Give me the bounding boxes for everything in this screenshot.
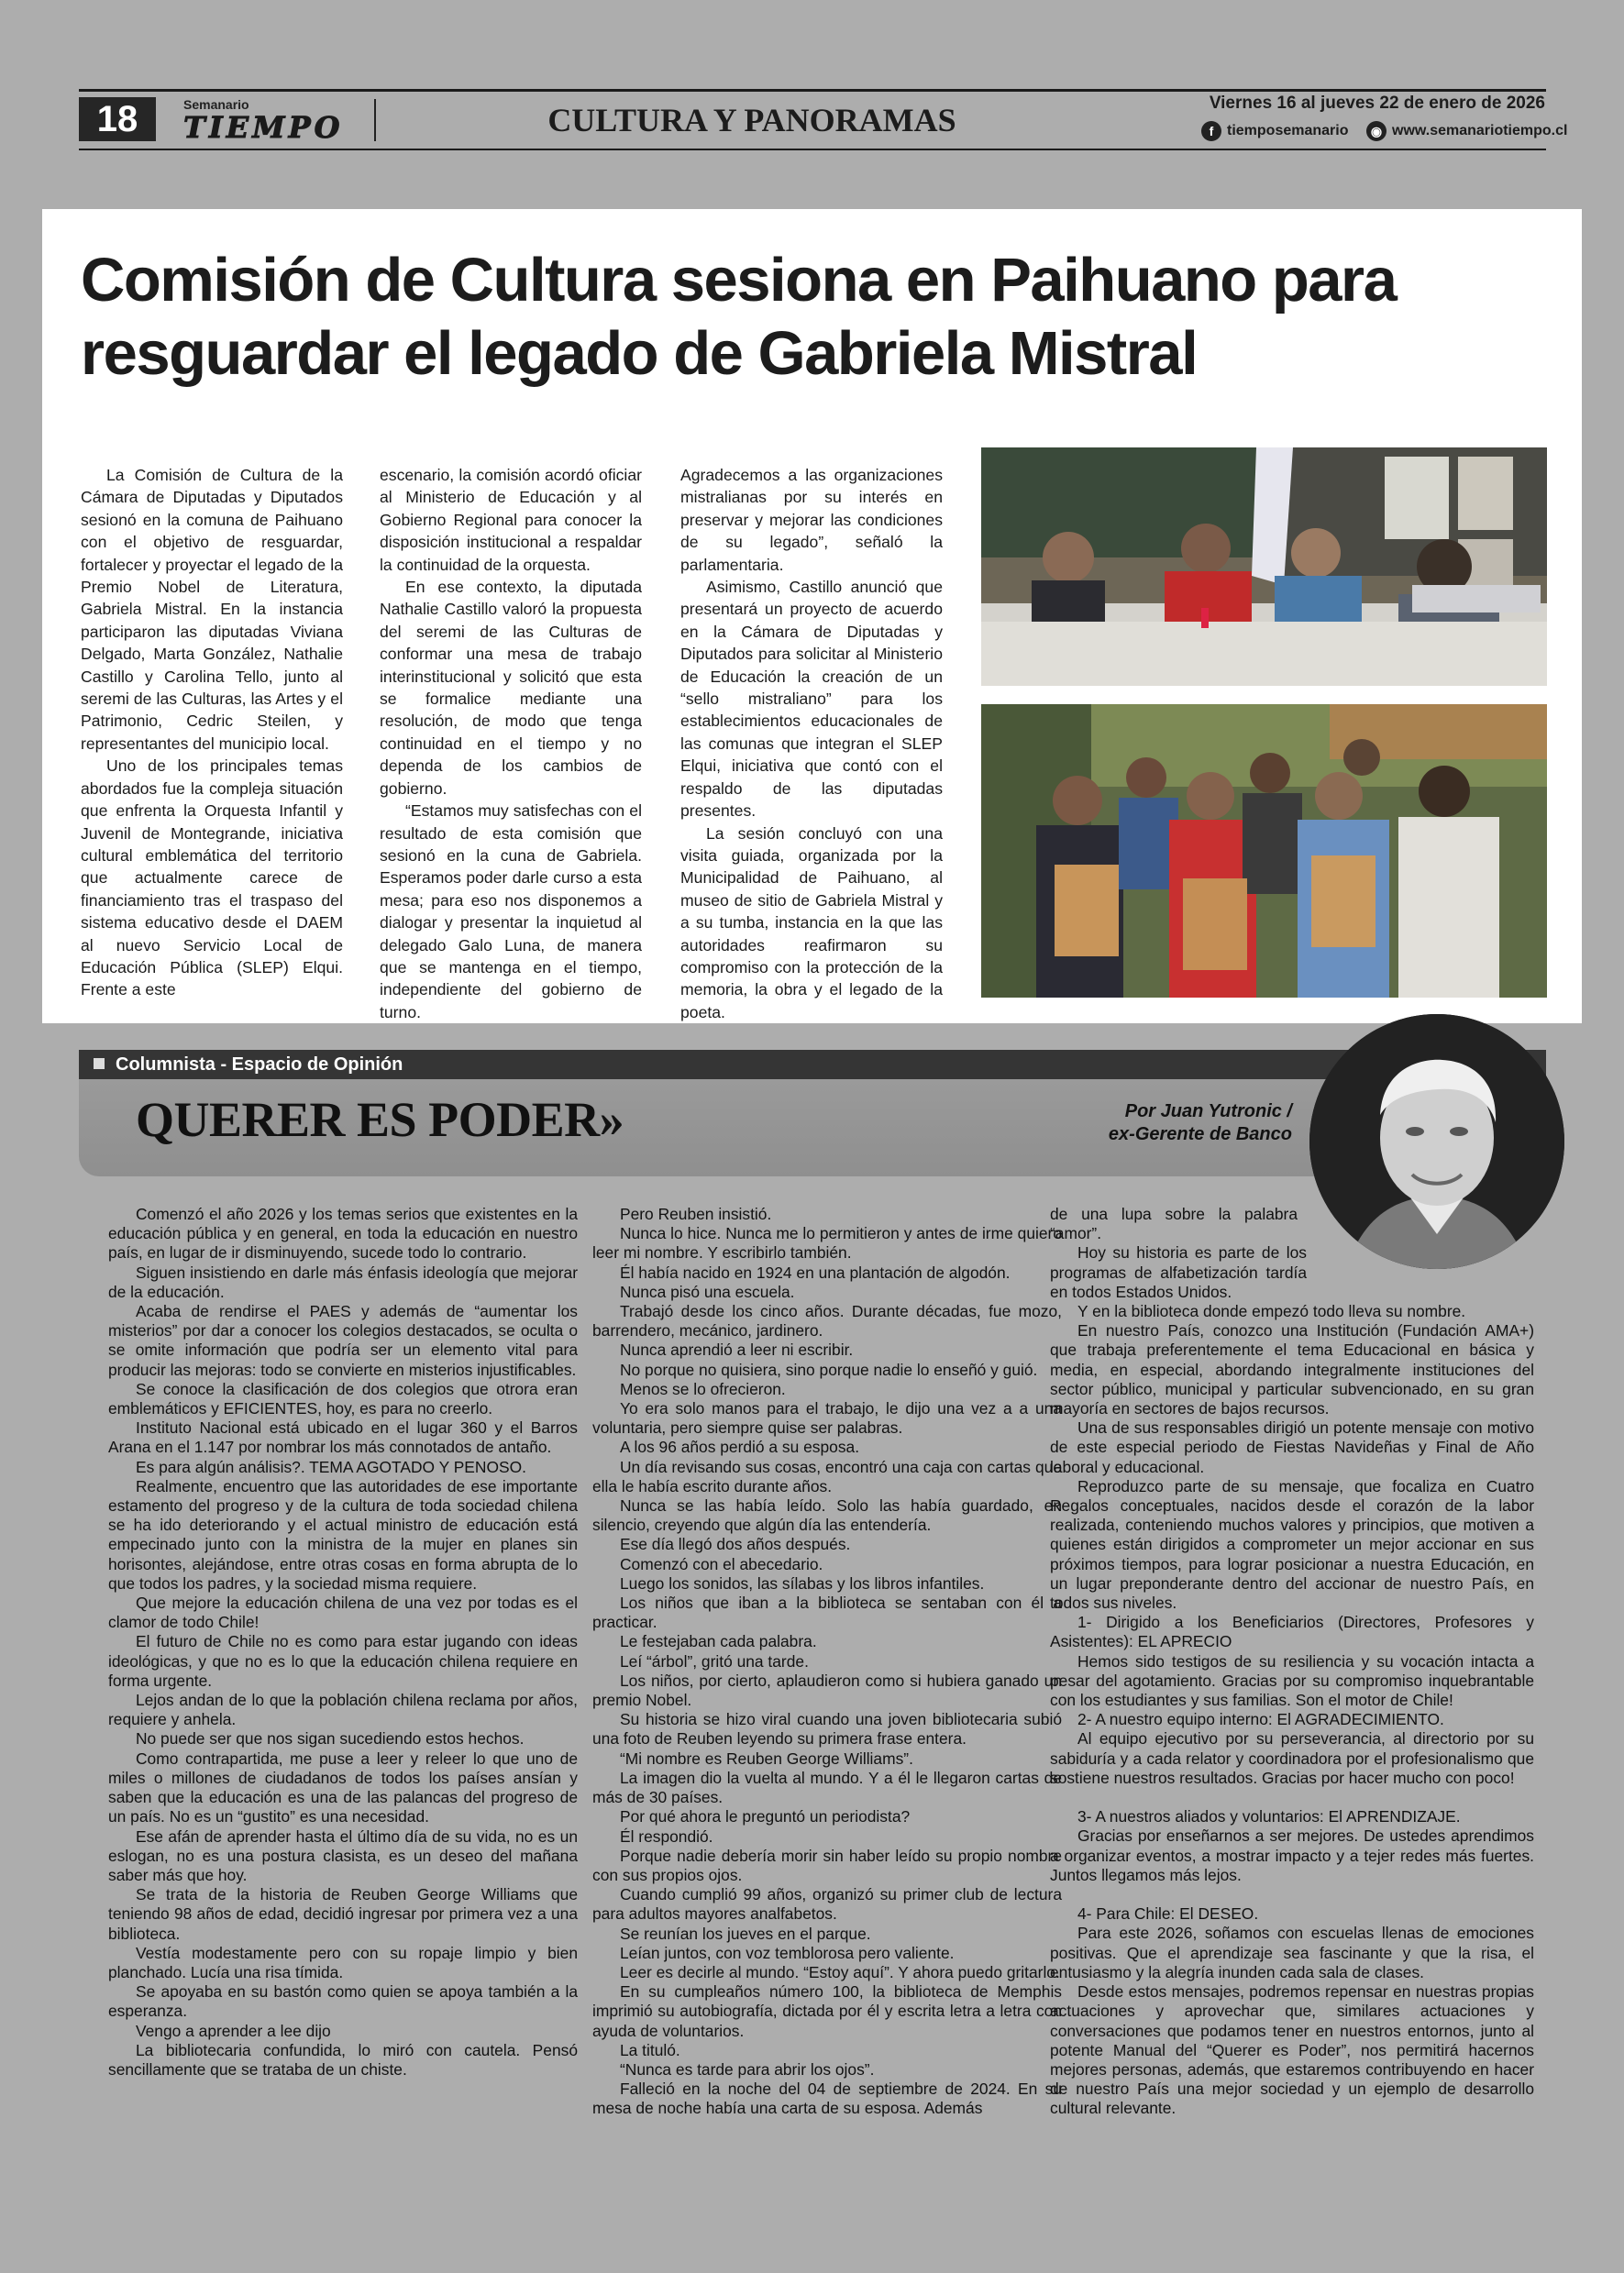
- opinion-paragraph: Acaba de rendirse el PAES y además de “aumentar los misterios” por dar a conocer los colegios destacados, se oculta o se omite información que podría ser un elemento vital para producir las mejoras: todo se convierte en misterios injustificables.: [108, 1302, 578, 1379]
- opinion-paragraph: No puede ser que nos sigan sucediendo estos hechos.: [136, 1729, 525, 1749]
- byline-author: Por Juan Yutronic /: [1124, 1101, 1292, 1121]
- opinion-paragraph: Leer es decirle al mundo. “Estoy aquí”. Y ahora puedo gritarlo.: [620, 1962, 1060, 1981]
- opinion-paragraph: Falleció en la noche del 04 de septiembre de 2024. En su mesa de noche había una carta de su esposa. Además: [592, 2080, 1062, 2118]
- opinion-paragraph: Los niños, por cierto, aplaudieron como si hubiera ganado un premio Nobel.: [592, 1671, 1062, 1710]
- opinion-paragraph: Que mejore la educación chilena de una vez por todas es el clamor de todo Chile!: [108, 1594, 578, 1632]
- opinion-paragraph: Lejos andan de lo que la población chilena reclama por años, requiere y anhela.: [108, 1691, 578, 1729]
- opinion-paragraph: Nunca lo hice. Nunca me lo permitieron y antes de irme quiero leer mi nombre. Y escribirlo también.: [592, 1224, 1062, 1263]
- article-headline: Comisión de Cultura sesiona en Paihuano para resguardar el legado de Gabriela Mistral: [81, 246, 1397, 388]
- website-label: www.semanariotiempo.cl: [1392, 123, 1568, 138]
- paragraph-spacer: [1050, 1885, 1534, 1904]
- section-title: CULTURA Y PANORAMAS: [547, 102, 956, 138]
- feature-article: [42, 209, 1582, 1023]
- article-paragraph: En ese contexto, la diputada Nathalie Castillo valoró la propuesta del seremi de las Culturas de conformar una mesa de trabajo interinstitucional y solicitó que esta se formalice mediante una resolución, de modo que tenga continuidad en el tiempo y no dependa de los cambios de gobierno.: [380, 578, 642, 798]
- opinion-paragraph: Luego los sonidos, las sílabas y los libros infantiles.: [620, 1573, 985, 1593]
- opinion-paragraph: Instituto Nacional está ubicado en el lugar 360 y el Barros Arana en el 1.147 por nombrar los más connotados de antaño.: [108, 1418, 578, 1457]
- opinion-paragraph: Vengo a aprender a lee dijo: [136, 2021, 331, 2040]
- facebook-handle: [1201, 121, 1348, 141]
- column-section-label: Columnista - Espacio de Opinión: [116, 1054, 403, 1075]
- article-paragraph: La Comisión de Cultura de la Cámara de Diputadas y Diputados sesionó en la comuna de Paihuano con el objetivo de resguardar, fortalecer y proyectar el legado de la Premio Nobel de Literatura, Gabriela Mistral. En la instancia participaron las diputadas Viviana Delgado, Marta González, Nathalie Castillo y Carolina Tello, junto al seremi de las Culturas, las Artes y el Patrimonio, Cedric Steilen, y representantes del municipio local.: [81, 466, 343, 753]
- opinion-paragraph: Él respondió.: [620, 1826, 713, 1846]
- opinion-paragraph: Nunca aprendió a leer ni escribir.: [620, 1341, 854, 1360]
- opinion-paragraph: Siguen insistiendo en darle más énfasis ideología que mejorar de la educación.: [108, 1263, 578, 1301]
- opinion-column-1: [108, 1205, 578, 2080]
- opinion-paragraph: En nuestro País, conozco una Institución (Fundación AMA+) que trabaja preferentemente el tema Educacional en básica y media, en especial, abordando integralmente instituciones del sector público, municipal y particular subvencionado, en su gran mayoría en sectores de bajos recursos.: [1050, 1321, 1534, 1418]
- paragraph-spacer: [1050, 1788, 1534, 1807]
- website-link: [1366, 121, 1567, 141]
- opinion-paragraph: Vestía modestamente pero con su ropaje limpio y bien planchado. Lucía una risa tímida.: [108, 1943, 578, 1981]
- header-rule-bottom: [79, 149, 1546, 150]
- opinion-paragraph: La tituló.: [620, 2040, 680, 2059]
- opinion-paragraph: Se reunían los jueves en el parque.: [620, 1924, 871, 1943]
- square-bullet-icon: [94, 1058, 105, 1069]
- article-paragraph: Asimismo, Castillo anunció que presentará un proyecto de acuerdo en la Cámara de Diputadas y Diputados para solicitar al Ministerio de Educación la creación de un “sello mistraliano” para los establecimientos educacionales de las comunas que integran el SLEP Elqui, iniciativa que contó con el respaldo de las diputadas presentes.: [680, 578, 943, 821]
- opinion-paragraph: 2- A nuestro equipo interno: El AGRADECIMIENTO.: [1077, 1710, 1444, 1729]
- opinion-paragraph: Le festejaban cada palabra.: [620, 1632, 817, 1651]
- article-paragraph: La sesión concluyó con una visita guiada, organizada por la Municipalidad de Paihuano, al museo de sitio de Gabriela Mistral y a su tumba, instancia en la que las autoridades reafirmaron su compromiso con la protección de la memoria, la obra y el legado de la poeta.: [680, 823, 943, 1021]
- opinion-paragraph: Y en la biblioteca donde empezó todo lleva su nombre.: [1077, 1302, 1466, 1321]
- header-divider: [374, 99, 376, 141]
- article-column-3: [680, 464, 943, 1023]
- opinion-paragraph: Por qué ahora le preguntó un periodista?: [620, 1807, 911, 1826]
- opinion-paragraph: Hemos sido testigos de su resiliencia y su vocación intacta a pesar del agotamiento. Gracias por su compromiso inquebrantable con los estudiantes y sus familias. Son el motor de Chile!: [1050, 1651, 1534, 1710]
- facebook-label: tiemposemanario: [1227, 123, 1349, 138]
- logo-subtitle: Semanario: [183, 97, 249, 112]
- opinion-paragraph: “Nunca es tarde para abrir los ojos”.: [620, 2059, 875, 2079]
- article-paragraph: “Estamos muy satisfechas con el resultado de esta comisión que sesionó en la cuna de Gabriela. Esperamos poder darle curso a esta mesa; para eso nos disponemos a dialogar y presentar la inquietud al delegado Galo Luna, de manera que se mantenga en el tiempo, independiente del gobierno de turno.: [380, 801, 642, 1021]
- opinion-paragraph: Hoy su historia es parte de los programas de alfabetización tardía en todos Estados Unidos.: [1050, 1243, 1307, 1301]
- article-paragraph: Uno de los principales temas abordados fue la compleja situación que enfrenta la Orquesta Infantil y Juvenil de Montegrande, iniciativa cultural emblemática del territorio que actualmente carece de financiamiento tras el traspaso del sistema educativo desde el DAEM al nuevo Servicio Local de Educación Pública (SLEP) Elqui. Frente a este: [81, 756, 343, 999]
- opinion-paragraph: de una lupa sobre la palabra “amor”.: [1050, 1205, 1298, 1243]
- opinion-paragraph: La bibliotecaria confundida, lo miró con cautela. Pensó sencillamente que se trataba de un chiste.: [108, 2040, 578, 2079]
- opinion-paragraph: Desde estos mensajes, podremos repensar en nuestras propias actuaciones y aprovechar que, similares actuaciones y conversaciones que podamos tener en nuestros entornos, junto al potente Manual del “Querer es Poder”, nos permitirá hacernos mejores personas, además, que estaremos contribuyendo en hacer de nuestro País una mejor sociedad y un ejemplo de desarrollo cultural relevante.: [1050, 1982, 1534, 2118]
- opinion-paragraph: 3- A nuestros aliados y voluntarios: El APRENDIZAJE.: [1077, 1807, 1461, 1826]
- column-byline: [1109, 1100, 1292, 1146]
- opinion-paragraph: Se trata de la historia de Reuben George Williams que teniendo 98 años de edad, decidió ingresar por primera vez a una biblioteca.: [108, 1885, 578, 1943]
- opinion-paragraph: Su historia se hizo viral cuando una joven bibliotecaria subió una foto de Reuben leyendo su primera frase entera.: [592, 1710, 1062, 1749]
- opinion-paragraph: La imagen dio la vuelta al mundo. Y a él le llegaron cartas de más de 30 países.: [592, 1768, 1062, 1807]
- opinion-paragraph: Se apoyaba en su bastón como quien se apoya también a la esperanza.: [108, 1982, 578, 2021]
- opinion-paragraph: Reproduzco parte de su mensaje, que focaliza en Cuatro Regalos conceptuales, nacidos desde el corazón de la labor realizada, conteniendo muchos valores y principios, que motiven a quienes están dirigidos a comprometer un mejor accionar en sus próximos tiempos, para lograr posicionar a nuestra Educación, en un lugar preponderante dentro del accionar de nuestro País, en todos sus niveles.: [1050, 1476, 1534, 1613]
- opinion-paragraph: Menos se lo ofrecieron.: [620, 1379, 786, 1398]
- column-title: QUERER ES PODER»: [136, 1092, 624, 1147]
- opinion-paragraph: En su cumpleaños número 100, la biblioteca de Memphis imprimió su autobiografía, dictada por él y escrita letra a letra con ayuda de voluntarios.: [592, 1982, 1062, 2040]
- opinion-paragraph: Él había nacido en 1924 en una plantación de algodón.: [620, 1263, 1011, 1282]
- page-number: 18: [79, 97, 156, 141]
- opinion-paragraph: No porque no quisiera, sino porque nadie lo enseñó y guió.: [620, 1360, 1038, 1379]
- opinion-paragraph: Leí “árbol”, gritó una tarde.: [620, 1651, 809, 1671]
- opinion-paragraph: Al equipo ejecutivo por su perseverancia, al directorio por su sabiduría y a cada relator y coordinadora por el profesionalismo que sostiene nuestros resultados. Gracias por hacer mucho con poco!: [1050, 1729, 1534, 1787]
- opinion-paragraph: 1- Dirigido a los Beneficiarios (Directores, Profesores y Asistentes): EL APRECIO: [1050, 1613, 1534, 1651]
- header-rule-top: [79, 89, 1546, 92]
- opinion-paragraph: Los niños que iban a la biblioteca se sentaban con él a practicar.: [592, 1594, 1062, 1632]
- globe-icon: ◉: [1366, 121, 1386, 141]
- opinion-column-3: [1050, 1205, 1534, 2119]
- newspaper-logo: TIEMPO: [183, 110, 344, 145]
- opinion-paragraph: El futuro de Chile no es como para estar jugando con ideas ideológicas, y que no es lo que la educación chilena requiere en forma urgente.: [108, 1632, 578, 1690]
- opinion-paragraph: Nunca pisó una escuela.: [620, 1282, 795, 1301]
- opinion-paragraph: Comenzó con el abecedario.: [620, 1554, 823, 1573]
- opinion-paragraph: Porque nadie debería morir sin haber leído su propio nombre con sus propios ojos.: [592, 1846, 1062, 1884]
- opinion-paragraph: Cuando cumplió 99 años, organizó su primer club de lectura para adultos mayores analfabetos.: [592, 1885, 1062, 1924]
- opinion-paragraph: Gracias por enseñarnos a ser mejores. De ustedes aprendimos a organizar eventos, a mostrar impacto y a tejer redes más fuertes. Juntos llegamos más lejos.: [1050, 1826, 1534, 1884]
- opinion-column-2: [592, 1205, 1062, 2119]
- opinion-paragraph: Comenzó el año 2026 y los temas serios que existentes en la educación pública y en general, en toda la educación en nuestro país, en lugar de ir disminuyendo, sucede todo lo contrario.: [108, 1205, 578, 1263]
- byline-role: ex-Gerente de Banco: [1108, 1124, 1292, 1144]
- opinion-paragraph: Nunca se las había leído. Solo las había guardado, en silencio, creyendo que algún día las entendería.: [592, 1496, 1062, 1535]
- opinion-paragraph: Pero Reuben insistió.: [620, 1205, 772, 1223]
- opinion-paragraph: Para este 2026, soñamos con escuelas llenas de emociones positivas. Que el aprendizaje sea fascinante y que la risa, el entusiasmo y la alegría inunden cada sala de clases.: [1050, 1924, 1534, 1981]
- opinion-paragraph: Un día revisando sus cosas, encontró una caja con cartas que ella le había escrito durante años.: [592, 1457, 1062, 1495]
- dateline: Viernes 16 al jueves 22 de enero de 2026: [1209, 94, 1545, 113]
- article-column-1: [81, 464, 343, 1001]
- opinion-paragraph: Leían juntos, con voz temblorosa pero valiente.: [620, 1943, 955, 1962]
- opinion-paragraph: “Mi nombre es Reuben George Williams”.: [620, 1749, 913, 1768]
- opinion-paragraph: Ese afán de aprender hasta el último día de su vida, no es un eslogan, no es una postura clasista, es un deseo del mañana saber más que hoy.: [108, 1826, 578, 1884]
- group-photo: [981, 704, 1547, 998]
- opinion-paragraph: Se conoce la clasificación de dos colegios que otrora eran emblemáticos y EFICIENTES, hoy, es para no creerlo.: [108, 1379, 578, 1418]
- opinion-paragraph: 4- Para Chile: El DESEO.: [1077, 1904, 1259, 1924]
- opinion-paragraph: Ese día llegó dos años después.: [620, 1535, 851, 1554]
- opinion-paragraph: Trabajó desde los cinco años. Durante décadas, fue mozo, barrendero, mecánico, jardinero.: [592, 1302, 1062, 1341]
- opinion-paragraph: Realmente, encuentro que las autoridades de ese importante estamento del progreso y de la cultura de toda sociedad chilena se ha ido deteriorando y el actual ministro de educación está empecinado junto con la ministra de la mujer en planes sin horisontes, alejándose, entre otras cosas en forma abrupta de lo que todos los padres, y la sociedad misma requiere.: [108, 1476, 578, 1593]
- opinion-paragraph: A los 96 años perdió a su esposa.: [620, 1438, 860, 1457]
- facebook-icon: f: [1201, 121, 1221, 141]
- opinion-paragraph: Una de sus responsables dirigió un potente mensaje con motivo de este especial periodo de Fiestas Navideñas y Final de Año laboral y educacional.: [1050, 1418, 1534, 1476]
- article-paragraph: Agradecemos a las organizaciones mistralianas por su interés en preservar y mejorar las condiciones de su legado”, señaló la parlamentaria.: [680, 466, 943, 574]
- session-photo: [981, 447, 1547, 686]
- opinion-paragraph: Yo era solo manos para el trabajo, le dijo una vez a a una voluntaria, pero siempre quise ser palabras.: [592, 1399, 1062, 1438]
- article-column-2: [380, 464, 642, 1023]
- opinion-paragraph: Como contrapartida, me puse a leer y releer lo que uno de miles o millones de ciudadanos de todos los países ansían y saben que la educación es una de las palancas del progreso de un país. No es un “gustito” es una necesidad.: [108, 1749, 578, 1826]
- opinion-paragraph: Es para algún análisis?. TEMA AGOTADO Y PENOSO.: [136, 1457, 526, 1476]
- article-paragraph: escenario, la comisión acordó oficiar al Ministerio de Educación y al Gobierno Regional para conocer la disposición institucional a respaldar la continuidad de la orquesta.: [380, 466, 642, 574]
